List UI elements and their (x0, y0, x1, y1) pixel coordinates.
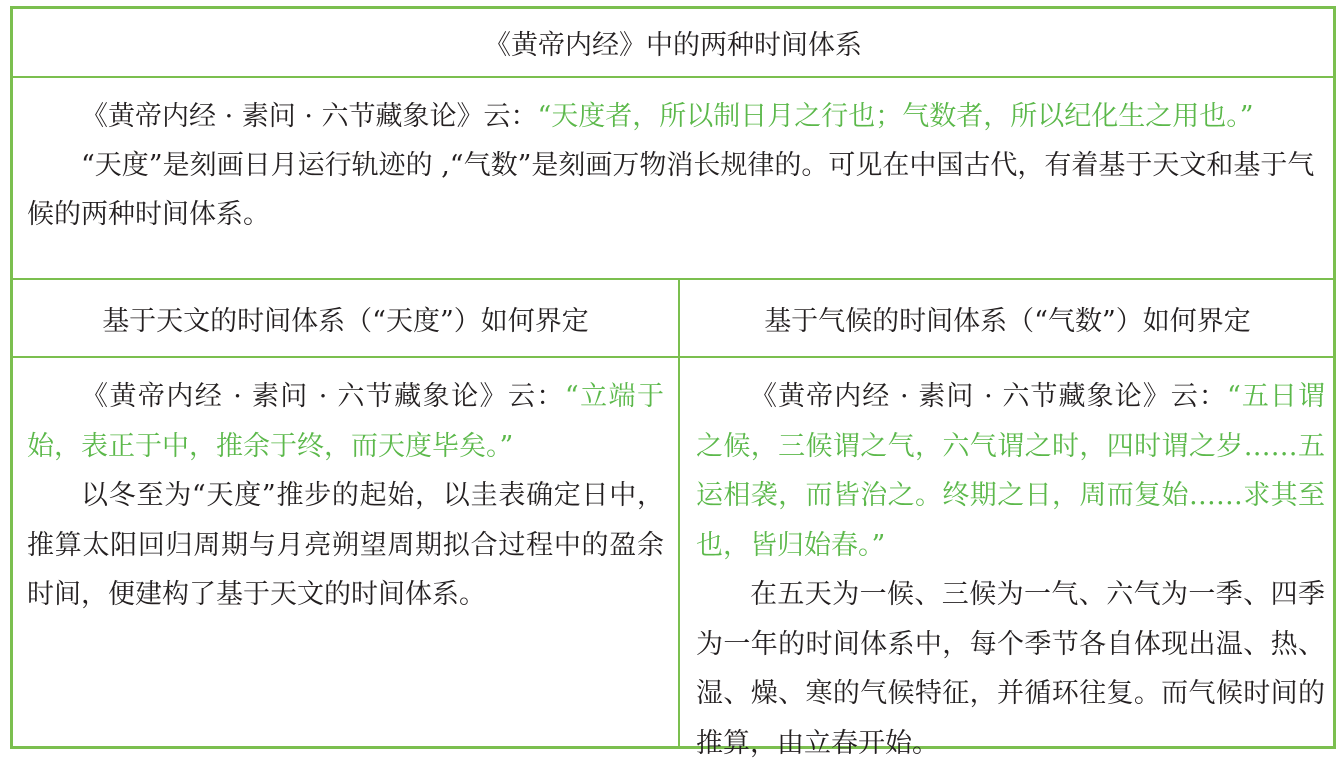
right-quote-source: 《黄帝内经 · 素问 · 六节藏象论》云： (750, 381, 1227, 412)
body-row (13, 358, 1333, 759)
right-column-header (682, 280, 1333, 356)
left-column-header-text: 基于天文的时间体系（“天度”）如何界定 (102, 305, 589, 337)
table-title-text: 《黄帝内经》中的两种时间体系 (484, 30, 862, 61)
right-quote-paragraph (696, 372, 1325, 570)
left-explanation: 以冬至为“天度”推步的起始，以圭表确定日中，推算太阳回归周期与月亮朔望周期拟合过程中的盈余时间，便建构了基于天文的时间体系。 (27, 480, 664, 610)
table-title (13, 9, 1333, 78)
intro-cell (13, 78, 1333, 280)
left-quote-paragraph (27, 372, 664, 471)
right-quote: “五日谓之候，三候谓之气，六气谓之时，四时谓之岁……五运相袭，而皆治之。终期之日，周而复始……求其至也，皆归始春。” (696, 381, 1325, 561)
left-column-body (13, 358, 680, 746)
left-quote: “立端于始，表正于中，推余于终，而天度毕矣。” (27, 381, 664, 462)
intro-quote: “天度者，所以制日月之行也；气数者，所以纪化生之用也。” (537, 101, 1254, 132)
left-quote-source: 《黄帝内经 · 素问 · 六节藏象论》云： (81, 381, 565, 412)
column-headers-row (13, 280, 1333, 358)
left-column-header (13, 280, 680, 356)
intro-quote-source: 《黄帝内经 · 素问 · 六节藏象论》云： (81, 101, 538, 132)
intro-explanation: “天度”是刻画日月运行轨迹的 ,“气数”是刻画万物消长规律的。可见在中国古代，有着基于天文和基于气候的两种时间体系。 (27, 150, 1315, 230)
right-column-header-text: 基于气候的时间体系（“气数”）如何界定 (764, 305, 1251, 337)
right-explanation: 在五天为一候、三候为一气、六气为一季、四季为一年的时间体系中，每个季节各自体现出温、热、湿、燥、寒的气候特征，并循环往复。而气候时间的推算，由立春开始。 (696, 579, 1325, 759)
right-column-body (682, 358, 1333, 759)
intro-quote-paragraph (27, 92, 1319, 141)
time-systems-table (10, 6, 1336, 759)
